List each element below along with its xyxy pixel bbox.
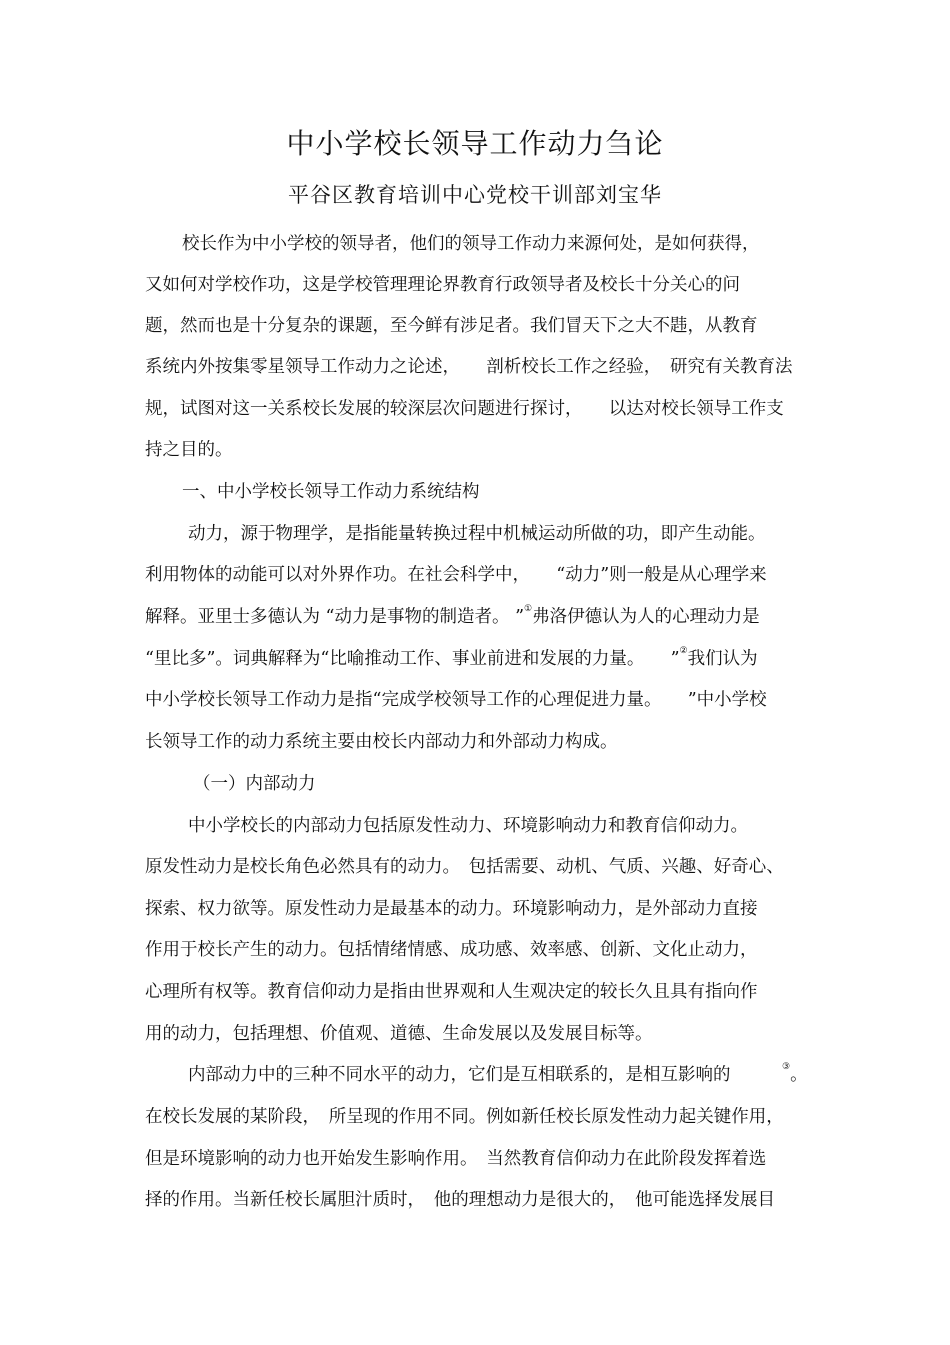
body-line: 长领导工作的动力系统主要由校长内部动力和外部动力构成。 <box>145 732 618 752</box>
body-line <box>145 605 825 629</box>
footnote-tail <box>782 1063 822 1087</box>
document-subtitle: 平谷区教育培训中心党校干训部刘宝华 <box>288 183 662 207</box>
section-heading: 一、中小学校长领导工作动力系统结构 <box>182 482 480 502</box>
body-line: 中小学校长领导工作动力是指“完成学校领导工作的心理促进力量。 ”中小学校 <box>145 690 767 710</box>
body-text: 。 <box>790 1065 808 1085</box>
body-line: 题，然而也是十分复杂的课题，至今鲜有涉足者。我们冒天下之大不韪，从教育 <box>145 316 758 336</box>
body-line: 但是环境影响的动力也开始发生影响作用。 当然教育信仰动力在此阶段发挥着选 <box>145 1149 767 1169</box>
body-line: 用的动力，包括理想、价值观、道德、生命发展以及发展目标等。 <box>145 1024 653 1044</box>
body-line: 择的作用。当新任校长属胆汁质时， 他的理想动力是很大的， 他可能选择发展目 <box>145 1190 775 1210</box>
body-text: 我们认为 <box>687 649 758 669</box>
body-line: 原发性动力是校长角色必然具有的动力。 包括需要、动机、气质、兴趣、好奇心、 <box>145 857 784 877</box>
body-line: 校长作为中小学校的领导者，他们的领导工作动力来源何处，是如何获得， <box>182 234 760 254</box>
body-line: 规，试图对这一关系校长发展的较深层次问题进行探讨， 以达对校长领导工作支 <box>145 399 784 419</box>
body-line: 心理所有权等。教育信仰动力是指由世界观和人生观决定的较长久且具有指向作 <box>145 982 758 1002</box>
body-line: 探索、权力欲等。原发性动力是最基本的动力。环境影响动力，是外部动力直接 <box>145 899 758 919</box>
body-text: 弗洛伊德认为人的心理动力是 <box>532 607 760 627</box>
body-line: 持之目的。 <box>145 440 233 460</box>
document-title: 中小学校长领导工作动力刍论 <box>286 127 664 160</box>
body-text: “里比多”。词典解释为“比喻推动工作、事业前进和发展的力量。 ” <box>145 649 680 669</box>
body-line: 作用于校长产生的动力。包括情绪情感、成功感、效率感、创新、文化止动力， <box>145 940 758 960</box>
footnote-marker: ③ <box>782 1062 791 1072</box>
body-line: 又如何对学校作功，这是学校管理理论界教育行政领导者及校长十分关心的问 <box>145 275 740 295</box>
body-line: 利用物体的动能可以对外界作功。在社会科学中， “动力”则一般是从心理学来 <box>145 565 767 585</box>
body-line: 内部动力中的三种不同水平的动力，它们是互相联系的，是相互影响的 <box>188 1065 731 1085</box>
body-line: 中小学校长的内部动力包括原发性动力、环境影响动力和教育信仰动力。 <box>188 816 748 836</box>
body-line: 系统内外按集零星领导工作动力之论述， 剖析校长工作之经验， 研究有关教育法 <box>145 357 793 377</box>
body-text: 解释。亚里士多德认为 “动力是事物的制造者。 ” <box>145 607 525 627</box>
footnote-marker: ① <box>524 604 533 614</box>
body-line: 在校长发展的某阶段， 所呈现的作用不同。例如新任校长原发性动力起关键作用， <box>145 1107 784 1127</box>
body-line: 动力，源于物理学，是指能量转换过程中机械运动所做的功，即产生动能。 <box>188 524 766 544</box>
body-line <box>145 647 825 671</box>
footnote-marker: ② <box>679 646 688 656</box>
subsection-heading: （一）内部动力 <box>193 774 316 794</box>
